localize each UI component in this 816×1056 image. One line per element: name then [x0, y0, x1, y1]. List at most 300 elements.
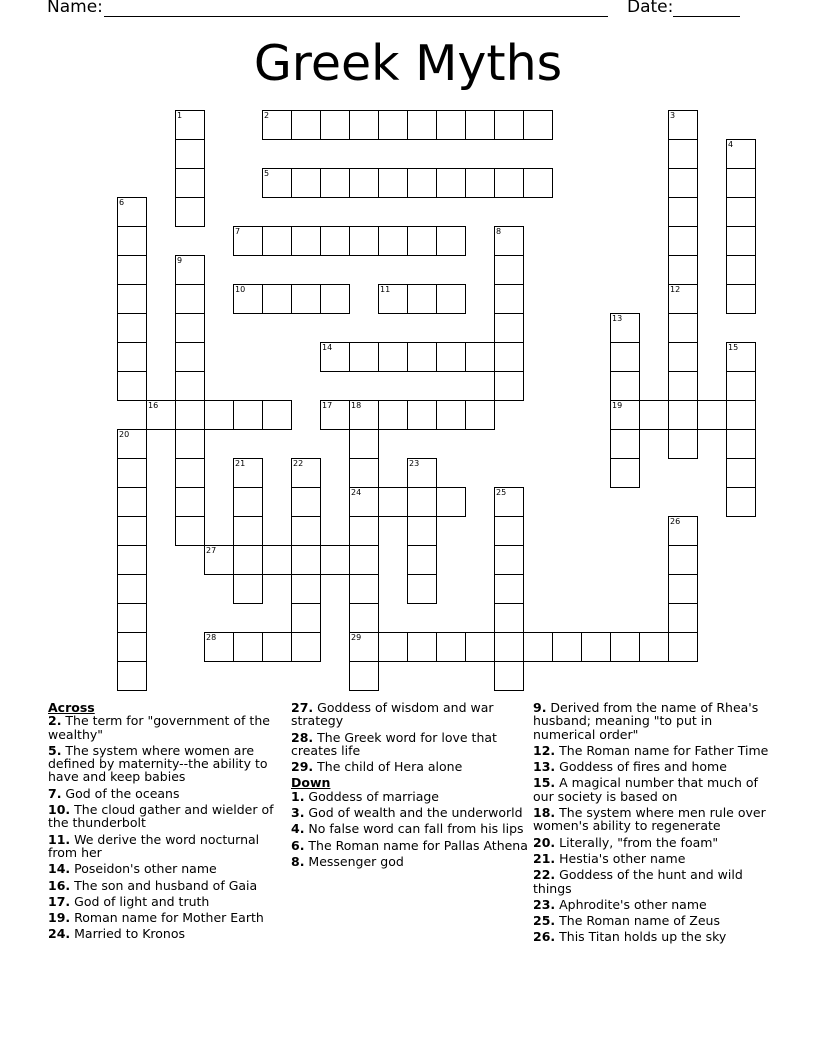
clue-number: 4.	[291, 821, 305, 837]
grid-cell[interactable]	[378, 168, 408, 198]
grid-cell[interactable]	[233, 545, 263, 575]
grid-cell[interactable]	[175, 313, 205, 343]
grid-cell[interactable]	[639, 632, 669, 662]
grid-cell[interactable]	[523, 632, 553, 662]
grid-cell[interactable]	[726, 139, 756, 169]
grid-cell[interactable]	[117, 284, 147, 314]
grid-cell[interactable]	[262, 168, 292, 198]
grid-cell[interactable]	[378, 110, 408, 140]
grid-cell[interactable]	[117, 458, 147, 488]
clue-text: Goddess of the hunt and wild things	[533, 867, 743, 896]
grid-cell[interactable]	[494, 226, 524, 256]
grid-cell[interactable]	[117, 632, 147, 662]
grid-cell[interactable]	[726, 342, 756, 372]
grid-cell[interactable]	[494, 487, 524, 517]
clue-text: Married to Kronos	[70, 926, 186, 942]
clue-text: The system where men rule over women's ability to regenerate	[533, 805, 766, 834]
grid-cell[interactable]	[378, 487, 408, 517]
grid-cell[interactable]	[668, 168, 698, 198]
down-heading: Down	[291, 775, 331, 791]
clue-number: 28.	[291, 729, 314, 745]
across-clue	[48, 911, 286, 924]
grid-cell[interactable]	[233, 487, 263, 517]
down-clue	[533, 760, 771, 773]
clue-number: 25	[496, 488, 507, 497]
grid-cell[interactable]	[146, 400, 176, 430]
clue-text: The system where women are defined by maternity--the ability to have and keep babies	[48, 742, 268, 785]
grid-cell[interactable]	[291, 603, 321, 633]
grid-cell[interactable]	[349, 487, 379, 517]
grid-cell[interactable]	[494, 110, 524, 140]
clue-number: 26	[670, 517, 681, 526]
grid-cell[interactable]	[291, 487, 321, 517]
clues-column-1	[48, 701, 286, 944]
grid-cell[interactable]	[262, 110, 292, 140]
grid-cell[interactable]	[465, 168, 495, 198]
grid-cell[interactable]	[610, 429, 640, 459]
grid-cell[interactable]	[523, 168, 553, 198]
grid-cell[interactable]	[494, 574, 524, 604]
grid-cell[interactable]	[262, 284, 292, 314]
grid-cell[interactable]	[668, 226, 698, 256]
across-clue	[291, 701, 529, 728]
grid-cell[interactable]	[668, 574, 698, 604]
grid-cell[interactable]	[320, 226, 350, 256]
clue-text: God of the oceans	[61, 785, 180, 801]
grid-cell[interactable]	[668, 342, 698, 372]
grid-cell[interactable]	[407, 168, 437, 198]
clue-number: 9	[177, 256, 183, 265]
clue-number: 21	[235, 459, 246, 468]
grid-cell[interactable]	[291, 110, 321, 140]
grid-cell[interactable]	[175, 458, 205, 488]
down-clue	[533, 701, 771, 741]
date-label: Date:	[627, 0, 674, 17]
clue-number: 13	[612, 314, 623, 323]
grid-cell[interactable]	[436, 342, 466, 372]
grid-cell[interactable]	[407, 284, 437, 314]
grid-cell[interactable]	[668, 516, 698, 546]
grid-cell[interactable]	[436, 168, 466, 198]
clue-text: The Roman name for Pallas Athena	[304, 837, 528, 853]
clue-text: The son and husband of Gaia	[70, 877, 258, 893]
grid-cell[interactable]	[175, 429, 205, 459]
clue-number: 7	[235, 227, 241, 236]
grid-cell[interactable]	[494, 168, 524, 198]
clue-text: God of wealth and the underworld	[304, 805, 523, 821]
clue-number: 6	[119, 198, 125, 207]
clue-number: 6.	[291, 837, 305, 853]
clue-number: 5.	[48, 742, 62, 758]
grid-cell[interactable]	[117, 574, 147, 604]
grid-cell[interactable]	[349, 661, 379, 691]
grid-cell[interactable]	[117, 226, 147, 256]
grid-cell[interactable]	[320, 342, 350, 372]
clue-number: 11.	[48, 831, 71, 847]
clue-number: 25.	[533, 913, 556, 929]
clue-text: This Titan holds up the sky	[555, 929, 727, 945]
grid-cell[interactable]	[668, 400, 698, 430]
grid-cell[interactable]	[726, 255, 756, 285]
grid-cell[interactable]	[465, 342, 495, 372]
grid-cell[interactable]	[407, 545, 437, 575]
clue-text: Poseidon's other name	[70, 861, 217, 877]
grid-cell[interactable]	[407, 632, 437, 662]
clue-number: 4	[728, 140, 734, 149]
grid-cell[interactable]	[117, 197, 147, 227]
grid-cell[interactable]	[494, 371, 524, 401]
grid-cell[interactable]	[233, 574, 263, 604]
across-clue	[48, 744, 286, 784]
grid-cell[interactable]	[726, 371, 756, 401]
grid-cell[interactable]	[668, 371, 698, 401]
clue-number: 12	[670, 285, 681, 294]
grid-cell[interactable]	[349, 342, 379, 372]
grid-cell[interactable]	[262, 545, 292, 575]
clue-text: Derived from the name of Rhea's husband; meaning "to put in numerical order"	[533, 700, 759, 742]
clues-column-3	[533, 701, 771, 947]
grid-cell[interactable]	[610, 342, 640, 372]
clue-text: Goddess of fires and home	[555, 759, 727, 775]
clue-number: 14	[322, 343, 333, 352]
clue-text: Aphrodite's other name	[555, 896, 707, 912]
grid-cell[interactable]	[610, 400, 640, 430]
grid-cell[interactable]	[668, 284, 698, 314]
grid-cell[interactable]	[117, 371, 147, 401]
clue-number: 1.	[291, 788, 305, 804]
down-clue	[533, 744, 771, 757]
clue-number: 29	[351, 633, 362, 642]
clue-number: 11	[380, 285, 391, 294]
clue-number: 23	[409, 459, 420, 468]
grid-cell[interactable]	[494, 255, 524, 285]
grid-cell[interactable]	[349, 458, 379, 488]
down-clue	[533, 914, 771, 927]
grid-cell[interactable]	[175, 168, 205, 198]
clue-number: 17	[322, 401, 333, 410]
clue-number: 18	[351, 401, 362, 410]
date-line[interactable]	[673, 16, 740, 17]
grid-cell[interactable]	[320, 168, 350, 198]
grid-cell[interactable]	[610, 371, 640, 401]
grid-cell[interactable]	[726, 168, 756, 198]
down-clue	[291, 806, 529, 819]
grid-cell[interactable]	[726, 429, 756, 459]
grid-cell[interactable]	[668, 632, 698, 662]
clue-number: 24.	[48, 926, 71, 942]
grid-cell[interactable]	[262, 226, 292, 256]
clue-number: 24	[351, 488, 362, 497]
grid-cell[interactable]	[610, 313, 640, 343]
clue-number: 8	[496, 227, 502, 236]
grid-cell[interactable]	[175, 487, 205, 517]
grid-cell[interactable]	[697, 400, 727, 430]
clue-number: 15	[728, 343, 739, 352]
grid-cell[interactable]	[349, 545, 379, 575]
grid-cell[interactable]	[436, 632, 466, 662]
name-label: Name:	[47, 0, 103, 17]
clue-number: 18.	[533, 805, 556, 821]
grid-cell[interactable]	[233, 284, 263, 314]
grid-cell[interactable]	[320, 400, 350, 430]
clue-number: 22.	[533, 867, 556, 883]
grid-cell[interactable]	[494, 545, 524, 575]
across-clue	[48, 803, 286, 830]
grid-cell[interactable]	[668, 110, 698, 140]
grid-cell[interactable]	[320, 110, 350, 140]
clue-text: Messenger god	[304, 853, 404, 869]
across-clue	[291, 760, 529, 773]
grid-cell[interactable]	[291, 545, 321, 575]
grid-cell[interactable]	[494, 342, 524, 372]
clue-text: The Roman name of Zeus	[555, 913, 720, 929]
grid-cell[interactable]	[349, 516, 379, 546]
clue-text: We derive the word nocturnal from her	[48, 831, 260, 860]
clue-text: A magical number that much of our society is based on	[533, 775, 758, 804]
grid-cell[interactable]	[175, 516, 205, 546]
clue-number: 23.	[533, 896, 556, 912]
grid-cell[interactable]	[436, 400, 466, 430]
clue-number: 16.	[48, 877, 71, 893]
grid-cell[interactable]	[175, 110, 205, 140]
grid-cell[interactable]	[407, 516, 437, 546]
across-clue	[48, 879, 286, 892]
grid-cell[interactable]	[378, 400, 408, 430]
across-clue	[291, 731, 529, 758]
grid-cell[interactable]	[233, 458, 263, 488]
down-clue	[533, 930, 771, 943]
across-clue	[48, 833, 286, 860]
grid-cell[interactable]	[291, 632, 321, 662]
grid-cell[interactable]	[175, 255, 205, 285]
grid-cell[interactable]	[407, 226, 437, 256]
clue-number: 16	[148, 401, 159, 410]
clue-number: 10	[235, 285, 246, 294]
grid-cell[interactable]	[175, 139, 205, 169]
clue-number: 15.	[533, 775, 556, 791]
grid-cell[interactable]	[639, 400, 669, 430]
clue-number: 17.	[48, 893, 71, 909]
grid-cell[interactable]	[726, 284, 756, 314]
grid-cell[interactable]	[407, 487, 437, 517]
grid-cell[interactable]	[668, 545, 698, 575]
across-clue	[48, 787, 286, 800]
clue-number: 12.	[533, 742, 556, 758]
grid-cell[interactable]	[117, 313, 147, 343]
grid-cell[interactable]	[233, 400, 263, 430]
down-clue	[533, 868, 771, 895]
grid-cell[interactable]	[726, 226, 756, 256]
name-line[interactable]	[104, 16, 608, 17]
grid-cell[interactable]	[349, 400, 379, 430]
down-clue	[533, 806, 771, 833]
clue-text: The child of Hera alone	[313, 759, 463, 775]
grid-cell[interactable]	[436, 284, 466, 314]
grid-cell[interactable]	[320, 545, 350, 575]
clue-number: 27.	[291, 700, 314, 715]
grid-cell[interactable]	[668, 139, 698, 169]
grid-cell[interactable]	[349, 603, 379, 633]
clue-number: 20	[119, 430, 130, 439]
grid-cell[interactable]	[117, 545, 147, 575]
clue-number: 2	[264, 111, 270, 120]
grid-cell[interactable]	[494, 516, 524, 546]
grid-cell[interactable]	[668, 255, 698, 285]
grid-cell[interactable]	[407, 400, 437, 430]
grid-cell[interactable]	[407, 458, 437, 488]
grid-cell[interactable]	[610, 632, 640, 662]
clue-number: 9.	[533, 700, 547, 715]
grid-cell[interactable]	[117, 342, 147, 372]
grid-cell[interactable]	[349, 429, 379, 459]
clue-text: The cloud gather and wielder of the thunderbolt	[48, 802, 274, 831]
grid-cell[interactable]	[262, 632, 292, 662]
grid-cell[interactable]	[726, 487, 756, 517]
clue-number: 19.	[48, 910, 71, 926]
grid-cell[interactable]	[349, 574, 379, 604]
grid-cell[interactable]	[494, 313, 524, 343]
grid-cell[interactable]	[436, 110, 466, 140]
grid-cell[interactable]	[262, 400, 292, 430]
clue-number: 20.	[533, 834, 556, 850]
clue-number: 14.	[48, 861, 71, 877]
grid-cell[interactable]	[204, 400, 234, 430]
grid-cell[interactable]	[349, 632, 379, 662]
grid-cell[interactable]	[291, 284, 321, 314]
clue-number: 3.	[291, 805, 305, 821]
grid-cell[interactable]	[726, 400, 756, 430]
clue-number: 13.	[533, 759, 556, 775]
grid-cell[interactable]	[349, 226, 379, 256]
grid-cell[interactable]	[175, 400, 205, 430]
grid-cell[interactable]	[291, 458, 321, 488]
grid-cell[interactable]	[668, 429, 698, 459]
clue-text: Goddess of marriage	[304, 788, 439, 804]
grid-cell[interactable]	[436, 487, 466, 517]
grid-cell[interactable]	[465, 632, 495, 662]
grid-cell[interactable]	[378, 284, 408, 314]
down-clue	[291, 855, 529, 868]
grid-cell[interactable]	[494, 603, 524, 633]
grid-cell[interactable]	[726, 458, 756, 488]
across-clue	[48, 714, 286, 741]
grid-cell[interactable]	[523, 110, 553, 140]
clue-number: 10.	[48, 802, 71, 818]
clue-number: 7.	[48, 785, 62, 801]
grid-cell[interactable]	[117, 255, 147, 285]
clue-text: Hestia's other name	[555, 850, 686, 866]
clue-number: 2.	[48, 713, 62, 729]
clue-text: The Greek word for love that creates life	[291, 729, 497, 758]
grid-cell[interactable]	[175, 342, 205, 372]
clue-number: 29.	[291, 759, 314, 775]
grid-cell[interactable]	[668, 603, 698, 633]
clue-number: 8.	[291, 853, 305, 869]
grid-cell[interactable]	[175, 197, 205, 227]
grid-cell[interactable]	[726, 197, 756, 227]
grid-cell[interactable]	[552, 632, 582, 662]
clue-number: 19	[612, 401, 623, 410]
grid-cell[interactable]	[117, 487, 147, 517]
grid-cell[interactable]	[349, 110, 379, 140]
clues-column-2	[291, 701, 529, 871]
clue-number: 28	[206, 633, 217, 642]
down-clue	[533, 898, 771, 911]
across-clue	[48, 927, 286, 940]
grid-cell[interactable]	[378, 226, 408, 256]
grid-cell[interactable]	[175, 284, 205, 314]
grid-cell[interactable]	[233, 516, 263, 546]
grid-cell[interactable]	[291, 516, 321, 546]
grid-cell[interactable]	[233, 632, 263, 662]
down-clue	[533, 776, 771, 803]
across-heading: Across	[48, 700, 95, 715]
across-clue	[48, 895, 286, 908]
down-clue	[291, 839, 529, 852]
grid-cell[interactable]	[117, 603, 147, 633]
clue-text: Roman name for Mother Earth	[70, 910, 264, 926]
grid-cell[interactable]	[494, 632, 524, 662]
grid-cell[interactable]	[320, 284, 350, 314]
grid-cell[interactable]	[610, 458, 640, 488]
grid-cell[interactable]	[291, 574, 321, 604]
down-clue	[291, 790, 529, 803]
grid-cell[interactable]	[349, 168, 379, 198]
clue-text: The term for "government of the wealthy"	[48, 713, 270, 742]
clue-number: 27	[206, 546, 217, 555]
grid-cell[interactable]	[233, 226, 263, 256]
across-clue	[48, 862, 286, 875]
grid-cell[interactable]	[494, 284, 524, 314]
clue-number: 5	[264, 169, 270, 178]
grid-cell[interactable]	[581, 632, 611, 662]
grid-cell[interactable]	[494, 661, 524, 691]
clue-number: 22	[293, 459, 304, 468]
down-clue	[291, 822, 529, 835]
grid-cell[interactable]	[668, 313, 698, 343]
page-title: Greek Myths	[253, 35, 563, 92]
down-clue	[533, 836, 771, 849]
grid-cell[interactable]	[204, 545, 234, 575]
grid-cell[interactable]	[378, 342, 408, 372]
grid-cell[interactable]	[117, 661, 147, 691]
clue-number: 26.	[533, 929, 556, 945]
grid-cell[interactable]	[117, 516, 147, 546]
grid-cell[interactable]	[407, 342, 437, 372]
grid-cell[interactable]	[175, 371, 205, 401]
grid-cell[interactable]	[378, 632, 408, 662]
clue-number: 1	[177, 111, 183, 120]
clue-text: No false word can fall from his lips	[304, 821, 524, 837]
grid-cell[interactable]	[117, 429, 147, 459]
grid-cell[interactable]	[291, 168, 321, 198]
grid-cell[interactable]	[407, 110, 437, 140]
down-clue	[533, 852, 771, 865]
grid-cell[interactable]	[436, 226, 466, 256]
grid-cell[interactable]	[407, 574, 437, 604]
clue-number: 3	[670, 111, 676, 120]
clue-number: 21.	[533, 850, 556, 866]
grid-cell[interactable]	[204, 632, 234, 662]
clue-text: Literally, "from the foam"	[555, 834, 719, 850]
grid-cell[interactable]	[668, 197, 698, 227]
grid-cell[interactable]	[291, 226, 321, 256]
clue-text: The Roman name for Father Time	[555, 742, 769, 758]
grid-cell[interactable]	[465, 110, 495, 140]
clue-text: God of light and truth	[70, 893, 210, 909]
grid-cell[interactable]	[465, 400, 495, 430]
clue-text: Goddess of wisdom and war strategy	[291, 700, 494, 729]
